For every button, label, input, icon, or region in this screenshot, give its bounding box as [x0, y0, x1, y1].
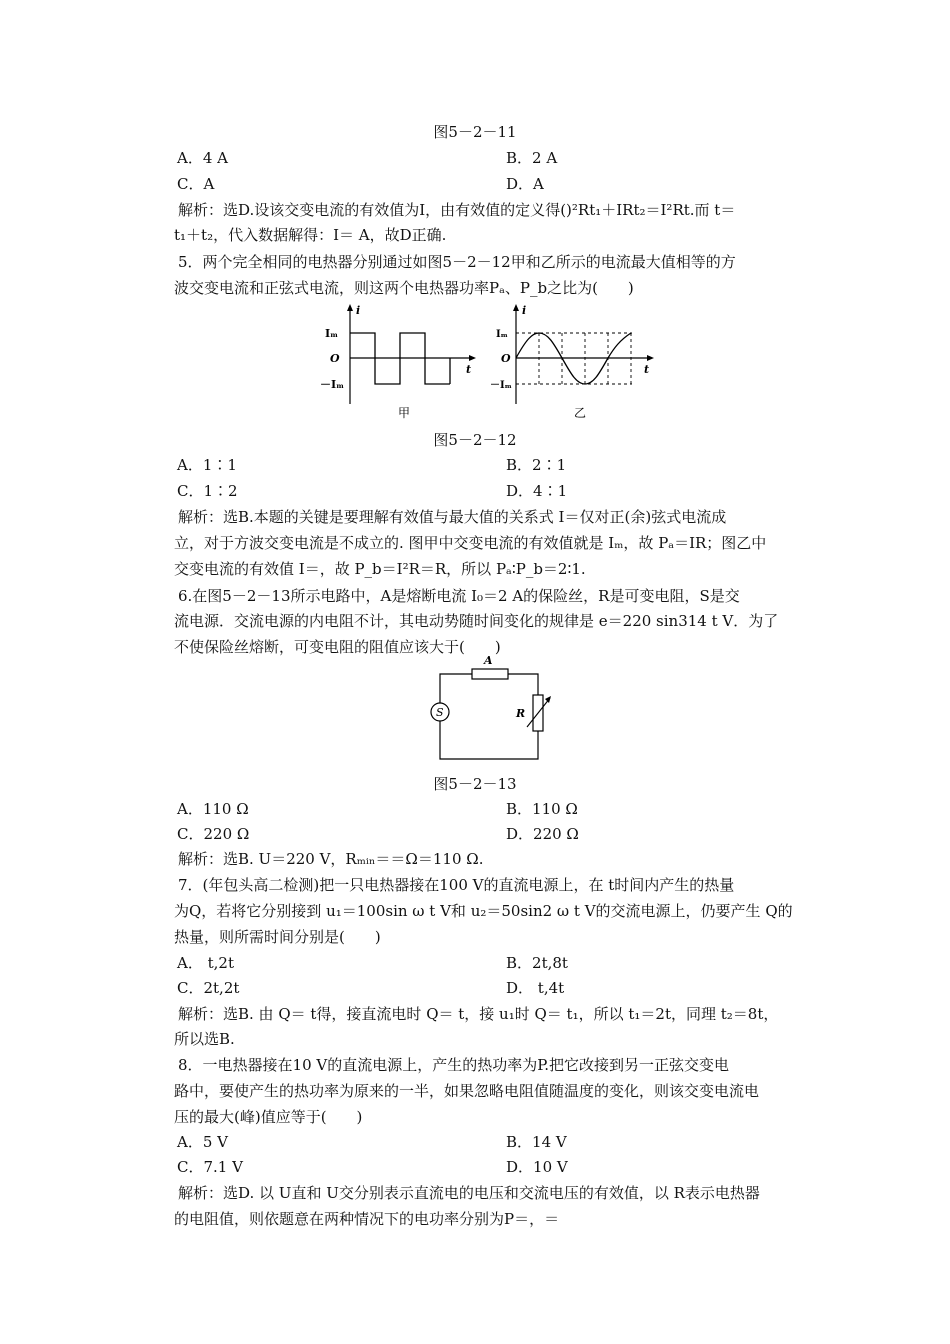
- label-origin: O: [330, 352, 340, 365]
- question-stem: 7．(年包头高二检测)把一只电热器接在100 V的直流电源上，在 t时间内产生的热量: [178, 876, 735, 894]
- axis-label-t: t: [466, 363, 472, 376]
- question-stem: 波交变电流和正弦式电流，则这两个电热器功率Pₐ、P_b之比为( ): [174, 279, 634, 297]
- square-wave-graph: [320, 304, 476, 420]
- figure-5-2-13-circuit: [420, 655, 560, 770]
- option-a: A． t,2t: [177, 954, 234, 972]
- option-d: D．4∶1: [506, 482, 568, 500]
- label-im: Iₘ: [325, 327, 339, 340]
- option-a: A．5 V: [177, 1133, 228, 1151]
- option-b: B．110 Ω: [506, 800, 578, 818]
- label-origin: O: [501, 352, 511, 365]
- question-stem: 5．两个完全相同的电热器分别通过如图5－2－12甲和乙所示的电流最大值相等的方: [178, 253, 736, 271]
- option-b: B．2 A: [506, 149, 558, 167]
- option-a: A．4 A: [177, 149, 228, 167]
- figure-caption: 图5－2－13: [433, 775, 517, 793]
- question-stem: 6.在图5－2－13所示电路中，A是熔断电流 I₀＝2 A的保险丝，R是可变电阻，S是交: [178, 587, 740, 605]
- label-yi: 乙: [574, 406, 587, 420]
- label-source-s: S: [436, 706, 444, 719]
- option-b: B．14 V: [506, 1133, 567, 1151]
- option-b: B．2∶1: [506, 456, 567, 474]
- option-d: D． t,4t: [506, 979, 565, 997]
- question-stem: 8．一电热器接在10 V的直流电源上，产生的热功率为P.把它改接到另一正弦交变电: [178, 1056, 730, 1074]
- label-im: Iₘ: [496, 329, 508, 340]
- analysis-line: 解析：选B. 由 Q＝ t得，接直流电时 Q＝ t，接 u₁时 Q＝ t₁，所以 t₁＝2t，同理 t₂＝8t，: [178, 1005, 779, 1023]
- sine-wave-graph: [490, 304, 654, 420]
- analysis-line: 所以选B.: [174, 1030, 235, 1048]
- analysis-line: 的电阻值，则依题意在两种情况下的电功率分别为P＝，＝: [174, 1210, 560, 1228]
- option-b: B．2t,8t: [506, 954, 568, 972]
- question-stem: 路中，要使产生的热功率为原来的一半，如果忽略电阻值随温度的变化，则该交变电流电: [174, 1082, 760, 1100]
- question-stem: 不使保险丝熔断，可变电阻的阻值应该大于( ): [174, 638, 501, 656]
- figure-caption: 图5－2－12: [433, 431, 517, 449]
- analysis-line: 解析：选D.设该交变电流的有效值为I，由有效值的定义得()²Rt₁＋IRt₂＝I²Rt.而 t＝: [178, 201, 736, 219]
- option-a: A．1∶1: [177, 456, 237, 474]
- fuse-element: [472, 669, 508, 679]
- analysis-line: t₁＋t₂，代入数据解得：I＝ A，故D正确.: [174, 226, 447, 244]
- option-d: D．10 V: [506, 1158, 568, 1176]
- option-c: C．A: [177, 175, 215, 193]
- analysis-line: 解析：选D. 以 U直和 U交分别表示直流电的电压和交流电压的有效值，以 R表示电热器: [178, 1184, 760, 1202]
- option-c: C．1∶2: [177, 482, 238, 500]
- option-d: D．220 Ω: [506, 825, 579, 843]
- option-c: C．7.1 V: [177, 1158, 243, 1176]
- label-jia: 甲: [398, 406, 411, 420]
- analysis-line: 解析：选B.本题的关键是要理解有效值与最大值的关系式 I＝仅对正(余)弦式电流成: [178, 508, 727, 526]
- option-d: D．A: [506, 175, 544, 193]
- label-neg-im: －Iₘ: [320, 378, 345, 391]
- option-c: C．220 Ω: [177, 825, 250, 843]
- option-a: A．110 Ω: [177, 800, 249, 818]
- label-fuse-a: A: [484, 655, 493, 667]
- axis-label-i: i: [356, 304, 361, 317]
- analysis-line: 解析：选B. U＝220 V，Rₘᵢₙ＝＝Ω＝110 Ω.: [178, 850, 484, 868]
- question-stem: 热量，则所需时间分别是( ): [174, 928, 381, 946]
- label-neg-im: －Iₘ: [490, 380, 512, 391]
- question-stem: 流电源．交流电源的内电阻不计，其电动势随时间变化的规律是 e＝220 sin314 t V．为了: [174, 612, 779, 630]
- axis-label-t: t: [644, 363, 650, 376]
- option-c: C．2t,2t: [177, 979, 240, 997]
- analysis-line: 交变电流的有效值 I＝，故 P_b＝I²R＝R，所以 Pₐ∶P_b＝2∶1.: [174, 560, 586, 578]
- figure-caption: 图5－2－11: [433, 123, 517, 141]
- axis-label-i: i: [522, 304, 527, 317]
- question-stem: 压的最大(峰)值应等于( ): [174, 1108, 363, 1126]
- label-resistor-r: R: [516, 707, 526, 720]
- question-stem: 为Q，若将它分别接到 u₁＝100sin ω t V和 u₂＝50sin2 ω t V的交流电源上，仍要产生 Q的: [174, 902, 793, 920]
- analysis-line: 立，对于方波交变电流是不成立的. 图甲中交变电流的有效值就是 Iₘ，故 Pₐ＝IR；图乙中: [174, 534, 767, 552]
- figure-5-2-12: [320, 300, 660, 425]
